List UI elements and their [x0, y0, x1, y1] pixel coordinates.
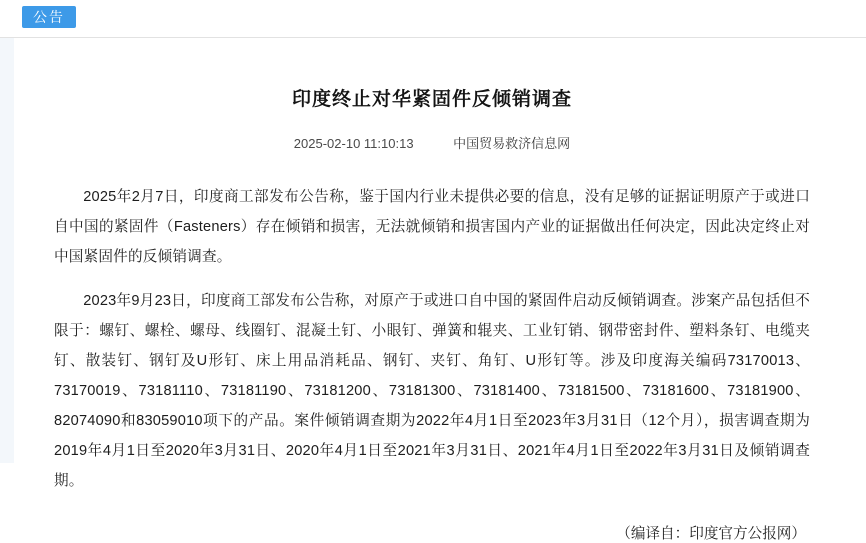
article-meta: [54, 133, 810, 152]
paragraph: 2025年2月7日，印度商工部发布公告称，鉴于国内行业未提供必要的信息，没有足够的证据证明原产于或进口自中国的紧固件（Fasteners）存在倾销和损害，无法就倾销和损害国内产业的证据做出任何决定，因此决定终止对中国紧固件的反倾销调查。: [54, 189, 810, 265]
category-badge[interactable]: 公告: [22, 6, 76, 28]
publish-date: 2025-02-10 11:10:13: [293, 136, 414, 151]
article-source: 中国贸易救济信息网: [453, 136, 571, 151]
paragraph: 2023年9月23日，印度商工部发布公告称，对原产于或进口自中国的紧固件启动反倾销调查。涉案产品包括但不限于：螺钉、螺栓、螺母、线圈钉、混凝土钉、小眼钉、弹簧和辊夹、工业钉销、钢带密封件、塑料条钉、电缆夹钉、散装钉、钢钉及U形钉、床上用品消耗品、钢钉、夹钉、角钉、U形钉等。涉及印度海关编码73170013、73170019、73181110、73181190、73181200、73181300、73181400、73181500、73181600、73181900、82074090和83059010项下的产品。案件倾销调查期为2022年4月1日至2023年3月31日（12个月），损害调查期为2019年4月1日至2020年3月31日、2020年4月1日至2021年3月31日、2021年4月1日至2022年3月31日及倾销调查期。: [54, 293, 810, 489]
article-body: [54, 182, 810, 496]
page-title: 印度终止对华紧固件反倾销调查: [291, 89, 572, 110]
badge-row: [0, 0, 866, 30]
article-content: [0, 38, 866, 542]
article-signoff: （编译自：印度官方公报网）: [616, 526, 806, 542]
